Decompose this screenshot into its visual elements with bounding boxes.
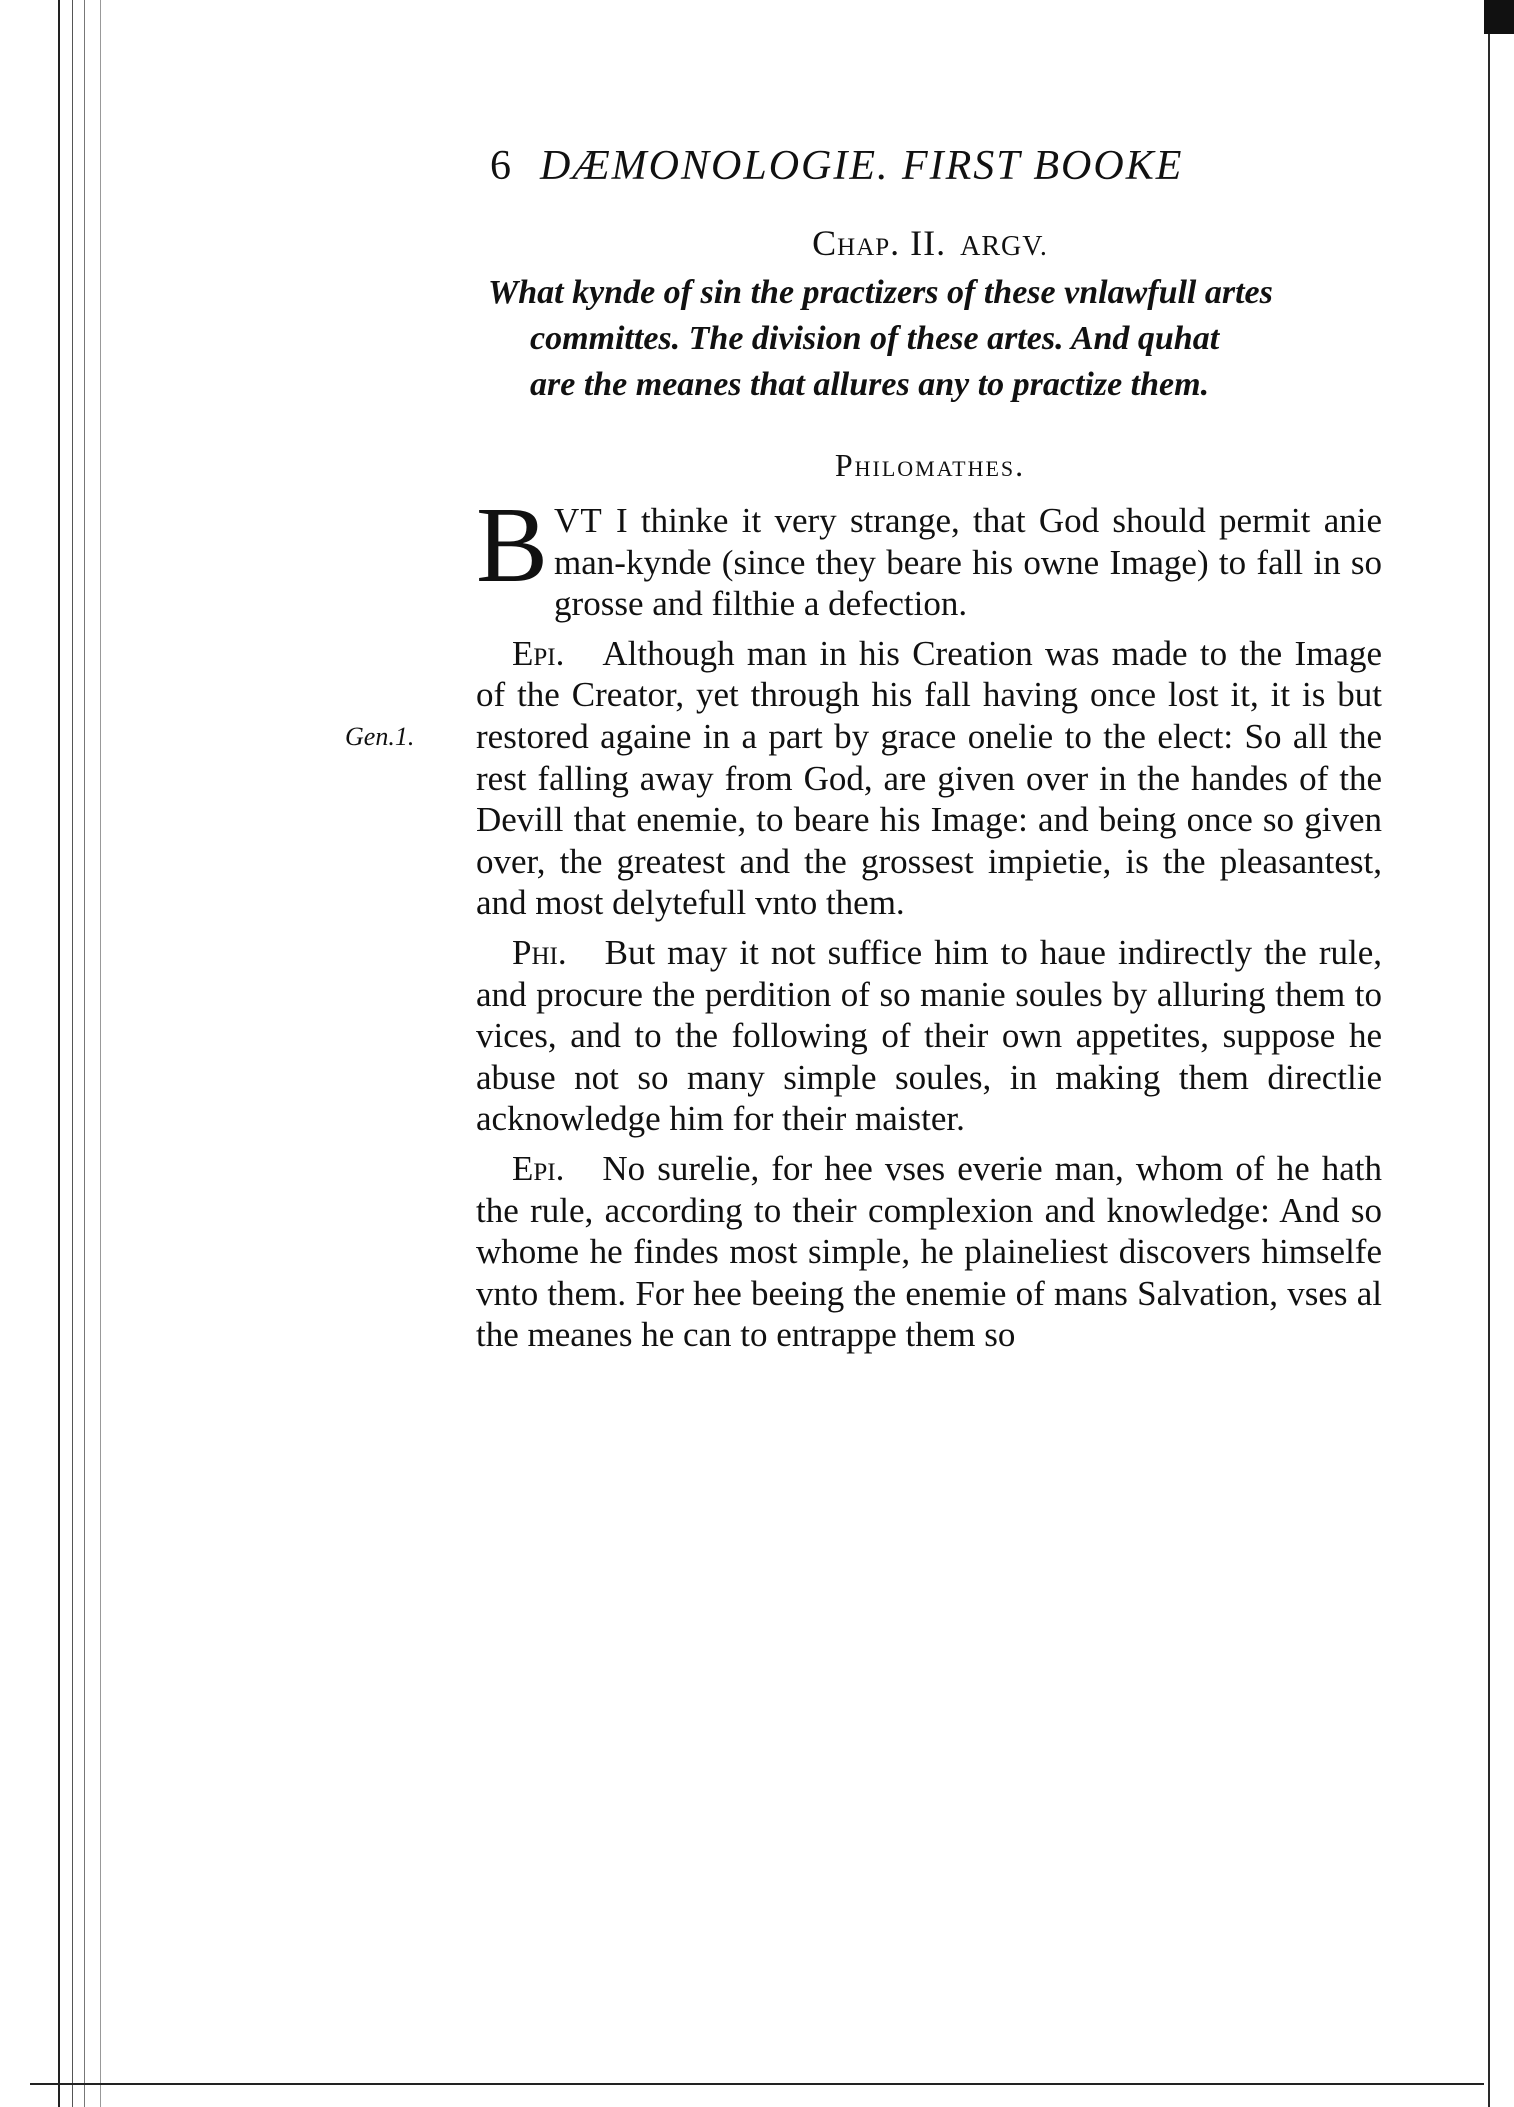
page-edge-line: [72, 0, 73, 2107]
paragraph-text: No surelie, for hee vses everie man, whom of he hath the rule, according to their complexion and knowledge: And so whome he findes most simple, he plaineliest discovers himselfe vnto them. For hee beeing the enemie of mans Salvation, vses al the meanes he can to entrappe them so: [476, 1148, 1382, 1355]
chapter-argv: ARGV.: [960, 231, 1048, 262]
drop-cap: B: [476, 486, 549, 605]
running-title: DÆMONOLOGIE. FIRST BOOKE: [540, 143, 1184, 189]
argument-line: committes. The division of these artes. And quhat: [530, 320, 1220, 357]
scan-corner-shadow: [1484, 0, 1514, 34]
speaker-label: Epi.: [512, 633, 565, 673]
body-text: [476, 486, 1382, 1364]
speaker-heading: [480, 447, 1380, 484]
paragraph: [476, 1148, 1382, 1356]
paragraph: [476, 932, 1382, 1140]
paragraph-text: But may it not suffice him to haue indirectly the rule, and procure the perdition of so manie soules by alluring them to vices, and to the following of their own appetites, suppose he abuse not so many simple soules, in making them directlie acknowledge him for their maister.: [476, 932, 1382, 1139]
argument-line: What kynde of sin the practizers of these vnlawfull artes: [488, 274, 1273, 311]
paragraph: [476, 486, 1382, 625]
page-edge-line: [58, 0, 60, 2107]
running-header: [490, 142, 1320, 206]
speaker-heading-text: Philomathes.: [834, 447, 1026, 483]
margin-note: Gen.1.: [345, 722, 415, 751]
page-edge-line: [84, 0, 85, 2107]
scanned-page-edge: [0, 0, 118, 2107]
opening-words: VT: [554, 501, 603, 540]
paragraph-text: I thinke it very strange, that God should permit anie man-kynde (since they beare his owne Image) to fall in so grosse and filthie a defection.: [554, 501, 1382, 624]
paragraph-text: Although man in his Creation was made to the Image of the Creator, yet through his fall having once lost it, it is but restored againe in a part by grace onelie to the elect: So all the rest falling away from God, are given over in the handes of the Devill that enemie, to beare his Image: and being once so given over, the greatest and the grossest impietie, is the pleasantest, and most delytefull vnto them.: [476, 633, 1382, 923]
chapter-argument: [488, 270, 1388, 408]
page-edge-line: [100, 0, 101, 2107]
paragraph: [476, 633, 1382, 924]
chapter-number: Chap. II.: [812, 223, 947, 263]
argument-line: are the meanes that allures any to practize them.: [530, 366, 1210, 403]
speaker-label: Phi.: [512, 932, 567, 972]
right-page-border: [1488, 0, 1490, 2107]
bottom-page-border: [30, 2083, 1484, 2085]
speaker-label: Epi.: [512, 1148, 565, 1188]
page-number: 6: [490, 143, 511, 189]
chapter-heading: [480, 222, 1380, 264]
